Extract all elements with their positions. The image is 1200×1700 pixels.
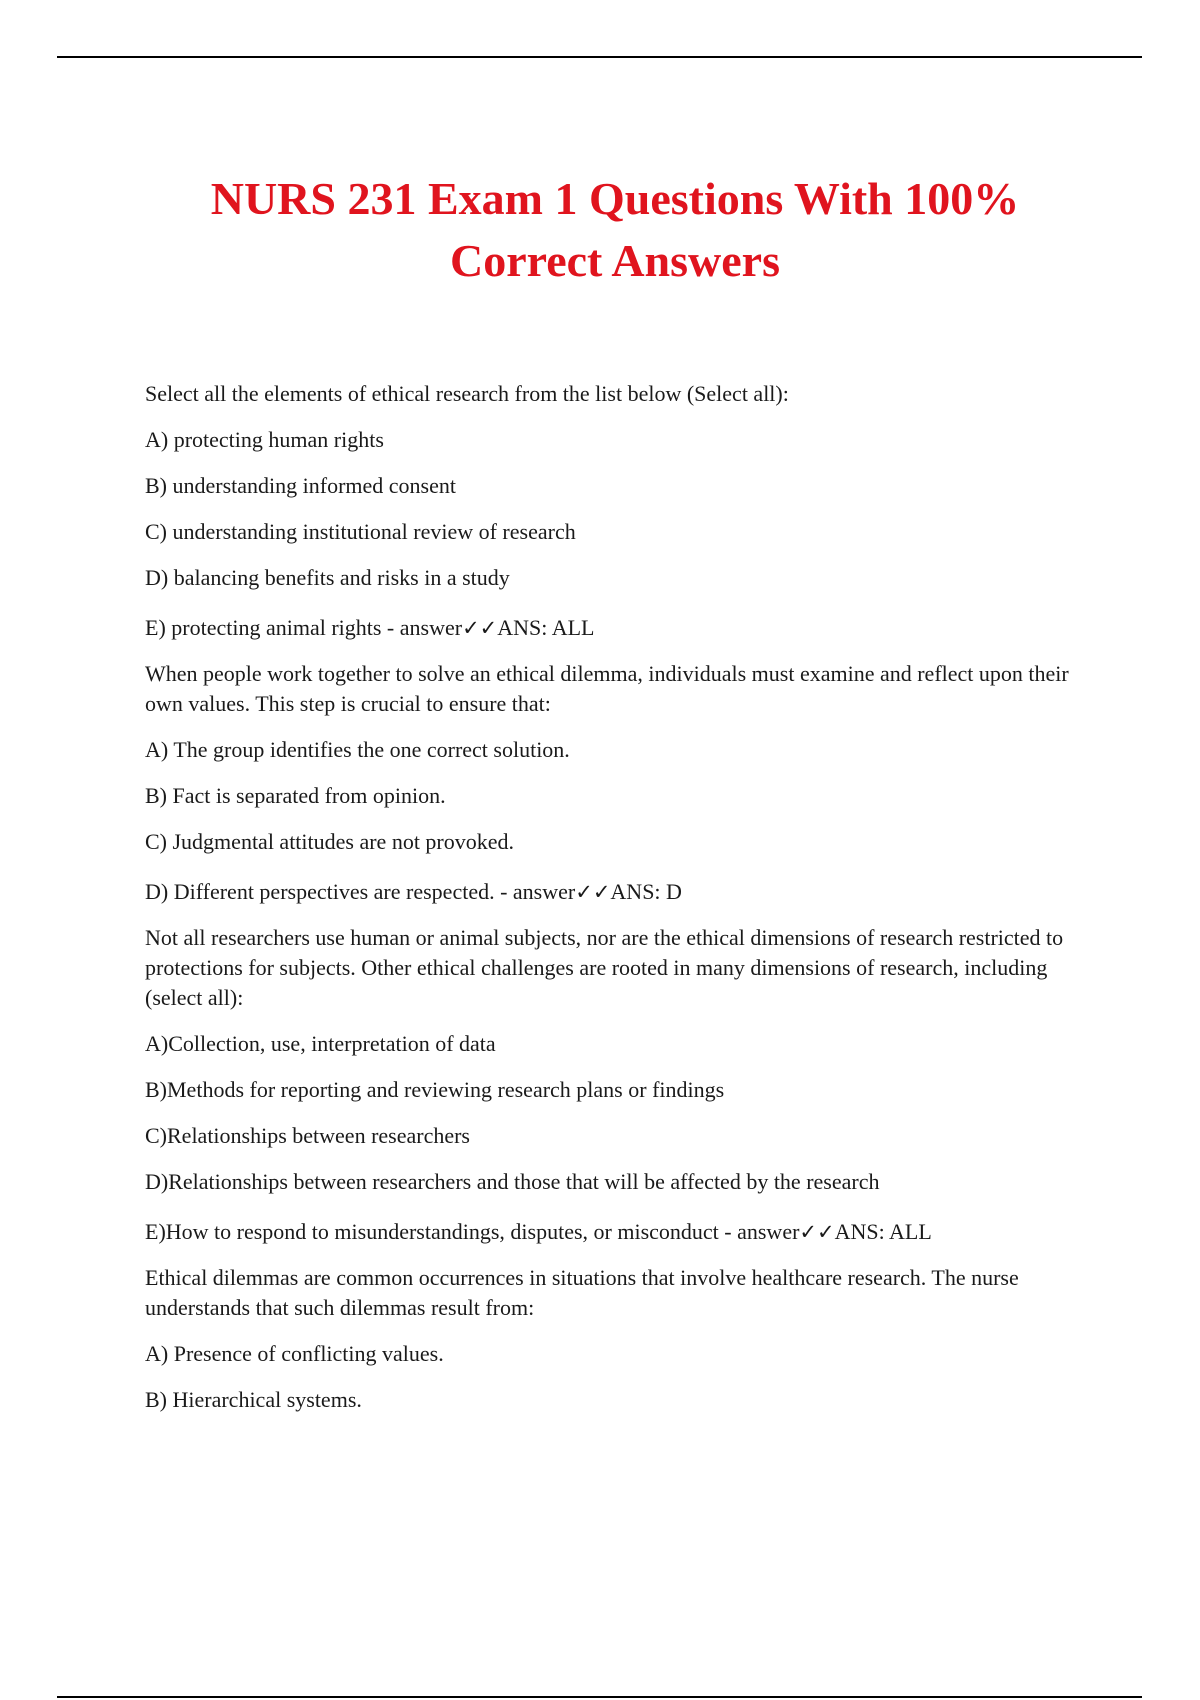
option: A)Collection, use, interpretation of data <box>145 1031 496 1056</box>
option: B) Fact is separated from opinion. <box>145 783 446 808</box>
option-text: D) Different perspectives are respected. - answer <box>145 879 576 904</box>
checkmark-icon: ✓✓ <box>462 616 498 640</box>
question-stem: Select all the elements of ethical research from the list below (Select all): <box>145 381 789 406</box>
checkmark-icon: ✓✓ <box>575 880 611 904</box>
answer-text: ANS: ALL <box>497 615 595 640</box>
option-text: E)How to respond to misunderstandings, disputes, or misconduct - answer <box>145 1219 800 1244</box>
answer-text: ANS: ALL <box>834 1219 932 1244</box>
question-stem: Not all researchers use human or animal subjects, nor are the ethical dimensions of research restricted to protections for subjects. Other ethical challenges are rooted in many dimensions of research, including (select all): <box>145 925 1064 1010</box>
option-with-answer <box>145 877 1075 907</box>
option: C)Relationships between researchers <box>145 1123 470 1148</box>
title-line-1: NURS 231 Exam 1 Questions With 100% <box>210 173 1020 224</box>
title-line-2: Correct Answers <box>450 235 780 286</box>
option-with-answer <box>145 1217 1075 1247</box>
option: B) Hierarchical systems. <box>145 1387 362 1412</box>
option-text: E) protecting animal rights - answer <box>145 615 463 640</box>
question-stem: Ethical dilemmas are common occurrences in situations that involve healthcare research. The nurse understands that such dilemmas result from: <box>145 1265 1019 1320</box>
option: D) balancing benefits and risks in a study <box>145 565 510 590</box>
question-stem: When people work together to solve an ethical dilemma, individuals must examine and reflect upon their own values. This step is crucial to ensure that: <box>145 661 1069 716</box>
option: C) Judgmental attitudes are not provoked. <box>145 829 515 854</box>
document-body <box>145 379 1075 1431</box>
page-title <box>100 168 1130 292</box>
option: C) understanding institutional review of research <box>145 519 576 544</box>
option: A) The group identifies the one correct solution. <box>145 737 570 762</box>
checkmark-icon: ✓✓ <box>799 1220 835 1244</box>
option: B)Methods for reporting and reviewing research plans or findings <box>145 1077 725 1102</box>
option: B) understanding informed consent <box>145 473 456 498</box>
top-rule <box>57 56 1142 58</box>
answer-text: ANS: D <box>610 879 682 904</box>
bottom-rule <box>57 1696 1142 1698</box>
option: A) Presence of conflicting values. <box>145 1341 444 1366</box>
option: A) protecting human rights <box>145 427 384 452</box>
option-with-answer <box>145 613 1075 643</box>
option: D)Relationships between researchers and those that will be affected by the research <box>145 1169 880 1194</box>
